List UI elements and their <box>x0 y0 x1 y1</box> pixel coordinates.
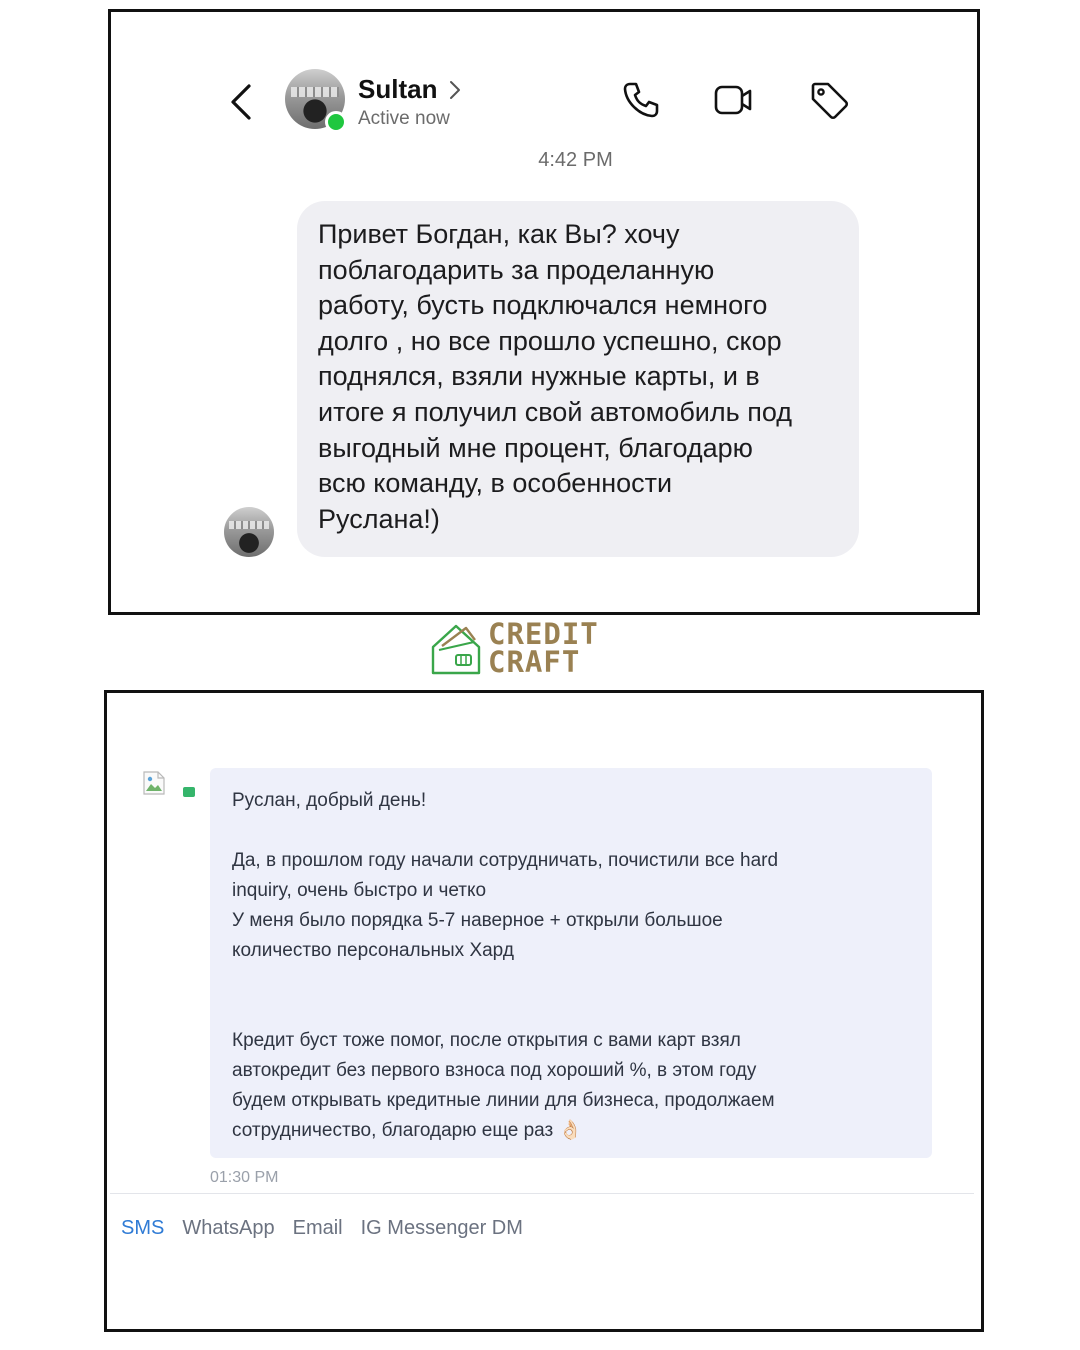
logo-text <box>488 617 599 679</box>
message-line: Кредит буст тоже помог, после открытия с вами карт взял <box>232 1030 741 1051</box>
contact-name[interactable]: Sultan <box>358 74 438 104</box>
incoming-message-bubble[interactable]: Привет Богдан, как Вы? хочу поблагодарить за проделанную работу, бусть подключался немного долго , но все прошло успешно, скор поднялся, взяли нужные карты, и в итоге я получил свой автомобиль под выгодный мне процент, благодарю всю команду, в особенности Руслана!) <box>297 201 859 557</box>
instagram-chat-panel <box>108 9 980 615</box>
incoming-message-bubble[interactable] <box>210 768 932 1158</box>
logo-line-2: CRAFT <box>488 645 581 679</box>
tab-ig-messenger-dm[interactable]: IG Messenger DM <box>360 1217 523 1239</box>
tab-whatsapp[interactable]: WhatsApp <box>182 1217 275 1239</box>
online-status-dot <box>325 111 347 133</box>
house-card-icon <box>430 620 482 676</box>
message-line: У меня было порядка 5-7 наверное + открыли большое <box>232 910 723 931</box>
message-timestamp: 4:42 PM <box>538 149 613 171</box>
active-status: Active now <box>358 108 450 129</box>
message-line: будем открывать кредитные линии для бизнеса, продолжаем <box>232 1090 775 1111</box>
tab-sms[interactable]: SMS <box>121 1217 165 1239</box>
message-line: сотрудничество, благодарю еще раз 👌🏻 <box>232 1120 583 1141</box>
channel-tabs <box>121 1217 523 1240</box>
message-line: автокредит без первого взноса под хороший %, в этом году <box>232 1060 757 1081</box>
message-greeting: Руслан, добрый день! <box>232 790 427 811</box>
message-timestamp: 01:30 PM <box>210 1169 279 1186</box>
message-line: inquiry, очень быстро и четко <box>232 880 487 901</box>
back-chevron-icon[interactable] <box>227 82 257 122</box>
message-line: количество персональных Хард <box>232 940 514 961</box>
chevron-right-icon[interactable] <box>448 79 462 101</box>
tab-email[interactable]: Email <box>292 1217 343 1239</box>
sms-channel-icon <box>183 787 195 797</box>
crm-conversation-panel <box>104 690 984 1332</box>
credit-craft-logo <box>430 617 620 679</box>
broken-image-avatar-icon <box>141 769 167 797</box>
video-call-icon[interactable] <box>713 80 753 120</box>
phone-icon[interactable] <box>621 80 661 120</box>
logo-line-1: CREDIT <box>488 617 599 651</box>
divider <box>110 1193 974 1194</box>
tag-icon[interactable] <box>809 80 849 120</box>
message-line: Да, в прошлом году начали сотрудничать, почистили все hard <box>232 850 779 871</box>
sender-avatar <box>224 507 274 557</box>
